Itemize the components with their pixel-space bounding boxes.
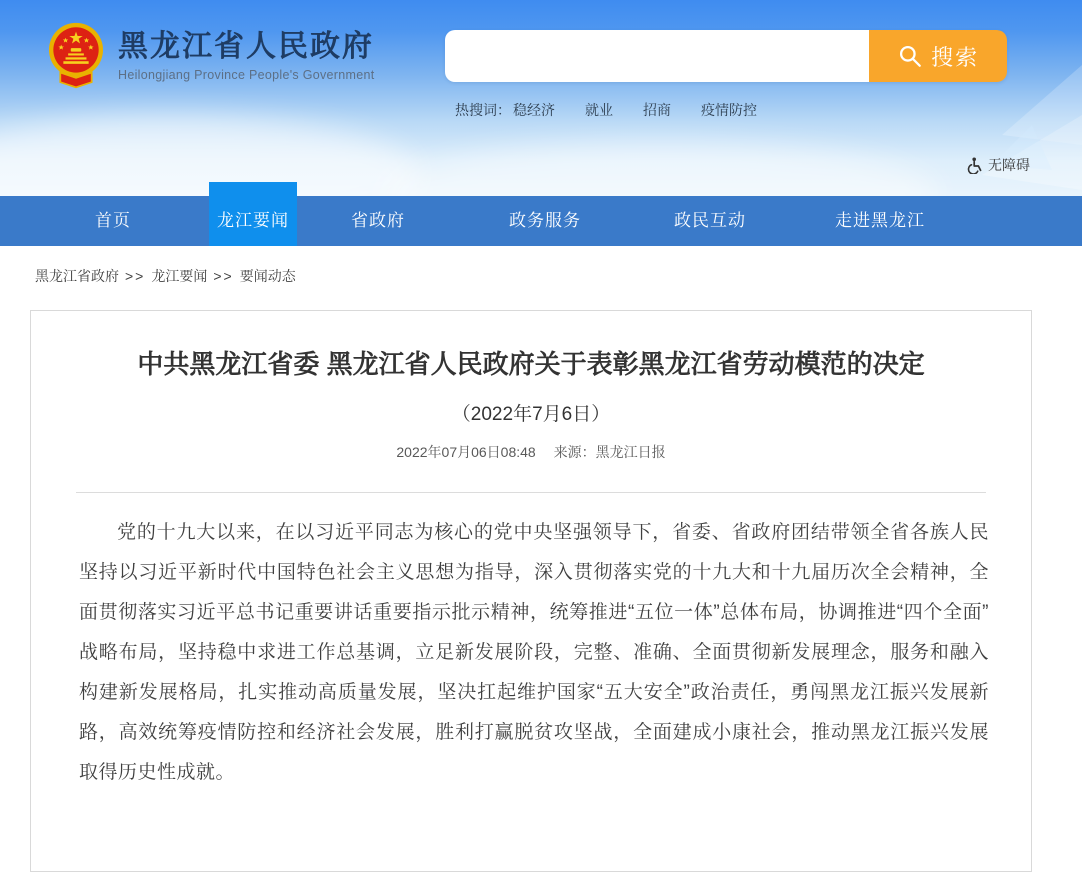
article-title: 中共黑龙江省委 黑龙江省人民政府关于表彰黑龙江省劳动模范的决定 [137, 349, 925, 379]
hot-search-word[interactable]: 疫情防控 [701, 102, 757, 118]
article-source: 来源：黑龙江日报 [553, 444, 666, 460]
article-meta [31, 442, 1031, 462]
search-button[interactable] [869, 30, 1007, 82]
nav-item-link[interactable]: 政民互动 [674, 211, 746, 230]
breadcrumb-link[interactable]: 要闻动态 [239, 268, 296, 284]
title-divider [76, 492, 986, 493]
nav-item-link[interactable]: 政务服务 [509, 211, 581, 230]
breadcrumb-link[interactable]: 黑龙江省政府 [35, 268, 119, 284]
nav-item-link[interactable]: 走进黑龙江 [835, 211, 925, 230]
hot-search-word[interactable]: 稳经济 [513, 102, 555, 118]
article-body [79, 513, 989, 793]
main-nav [0, 196, 1082, 246]
national-emblem-icon [48, 22, 104, 90]
site-header [0, 0, 1082, 196]
nav-item-link[interactable]: 首页 [95, 211, 131, 230]
logo-text [118, 30, 375, 82]
site-title-en: Heilongjiang Province People's Government [118, 68, 375, 82]
hot-search-word[interactable]: 就业 [585, 102, 613, 118]
hot-search-label: 热搜词： [455, 102, 511, 118]
breadcrumb-link[interactable]: 龙江要闻 [151, 268, 208, 284]
breadcrumb-separator: >> [125, 268, 146, 284]
search-input[interactable] [445, 30, 869, 82]
breadcrumb [35, 266, 1082, 286]
hot-search-row [455, 100, 787, 120]
search-icon [897, 43, 923, 69]
accessibility-link[interactable] [965, 155, 1030, 175]
nav-item-active[interactable]: 龙江要闻 [209, 182, 297, 246]
search-bar [445, 30, 1007, 82]
publish-time: 2022年07月06日08:48 [396, 444, 536, 460]
breadcrumb-separator: >> [213, 268, 234, 284]
accessibility-label: 无障碍 [988, 157, 1030, 173]
hot-search-words [513, 100, 787, 120]
wheelchair-icon [965, 157, 982, 174]
site-title: 黑龙江省人民政府 [118, 30, 374, 63]
site-logo[interactable] [48, 22, 375, 90]
article-paragraph: 党的十九大以来，在以习近平同志为核心的党中央坚强领导下，省委、省政府团结带领全省各族人民坚持以习近平新时代中国特色社会主义思想为指导，深入贯彻落实党的十九大和十九届历次全会精神，全面贯彻落实习近平总书记重要讲话重要指示批示精神，统筹推进“五位一体”总体布局，协调推进“四个全面”战略布局，坚持稳中求进工作总基调，立足新发展阶段，完整、准确、全面贯彻新发展理念，服务和融入构建新发展格局，扎实推动高质量发展，坚决扛起维护国家“五大安全”政治责任，勇闯黑龙江振兴发展新路，高效统筹疫情防控和经济社会发展，胜利打赢脱贫攻坚战，全面建成小康社会，推动黑龙江振兴发展取得历史性成就。 [79, 522, 989, 783]
hot-search-word[interactable]: 招商 [643, 102, 671, 118]
nav-item-link[interactable]: 省政府 [351, 211, 405, 230]
article-container [30, 310, 1032, 872]
search-button-label: 搜索 [931, 44, 980, 70]
article-date-heading: （2022年7月6日） [451, 404, 611, 425]
